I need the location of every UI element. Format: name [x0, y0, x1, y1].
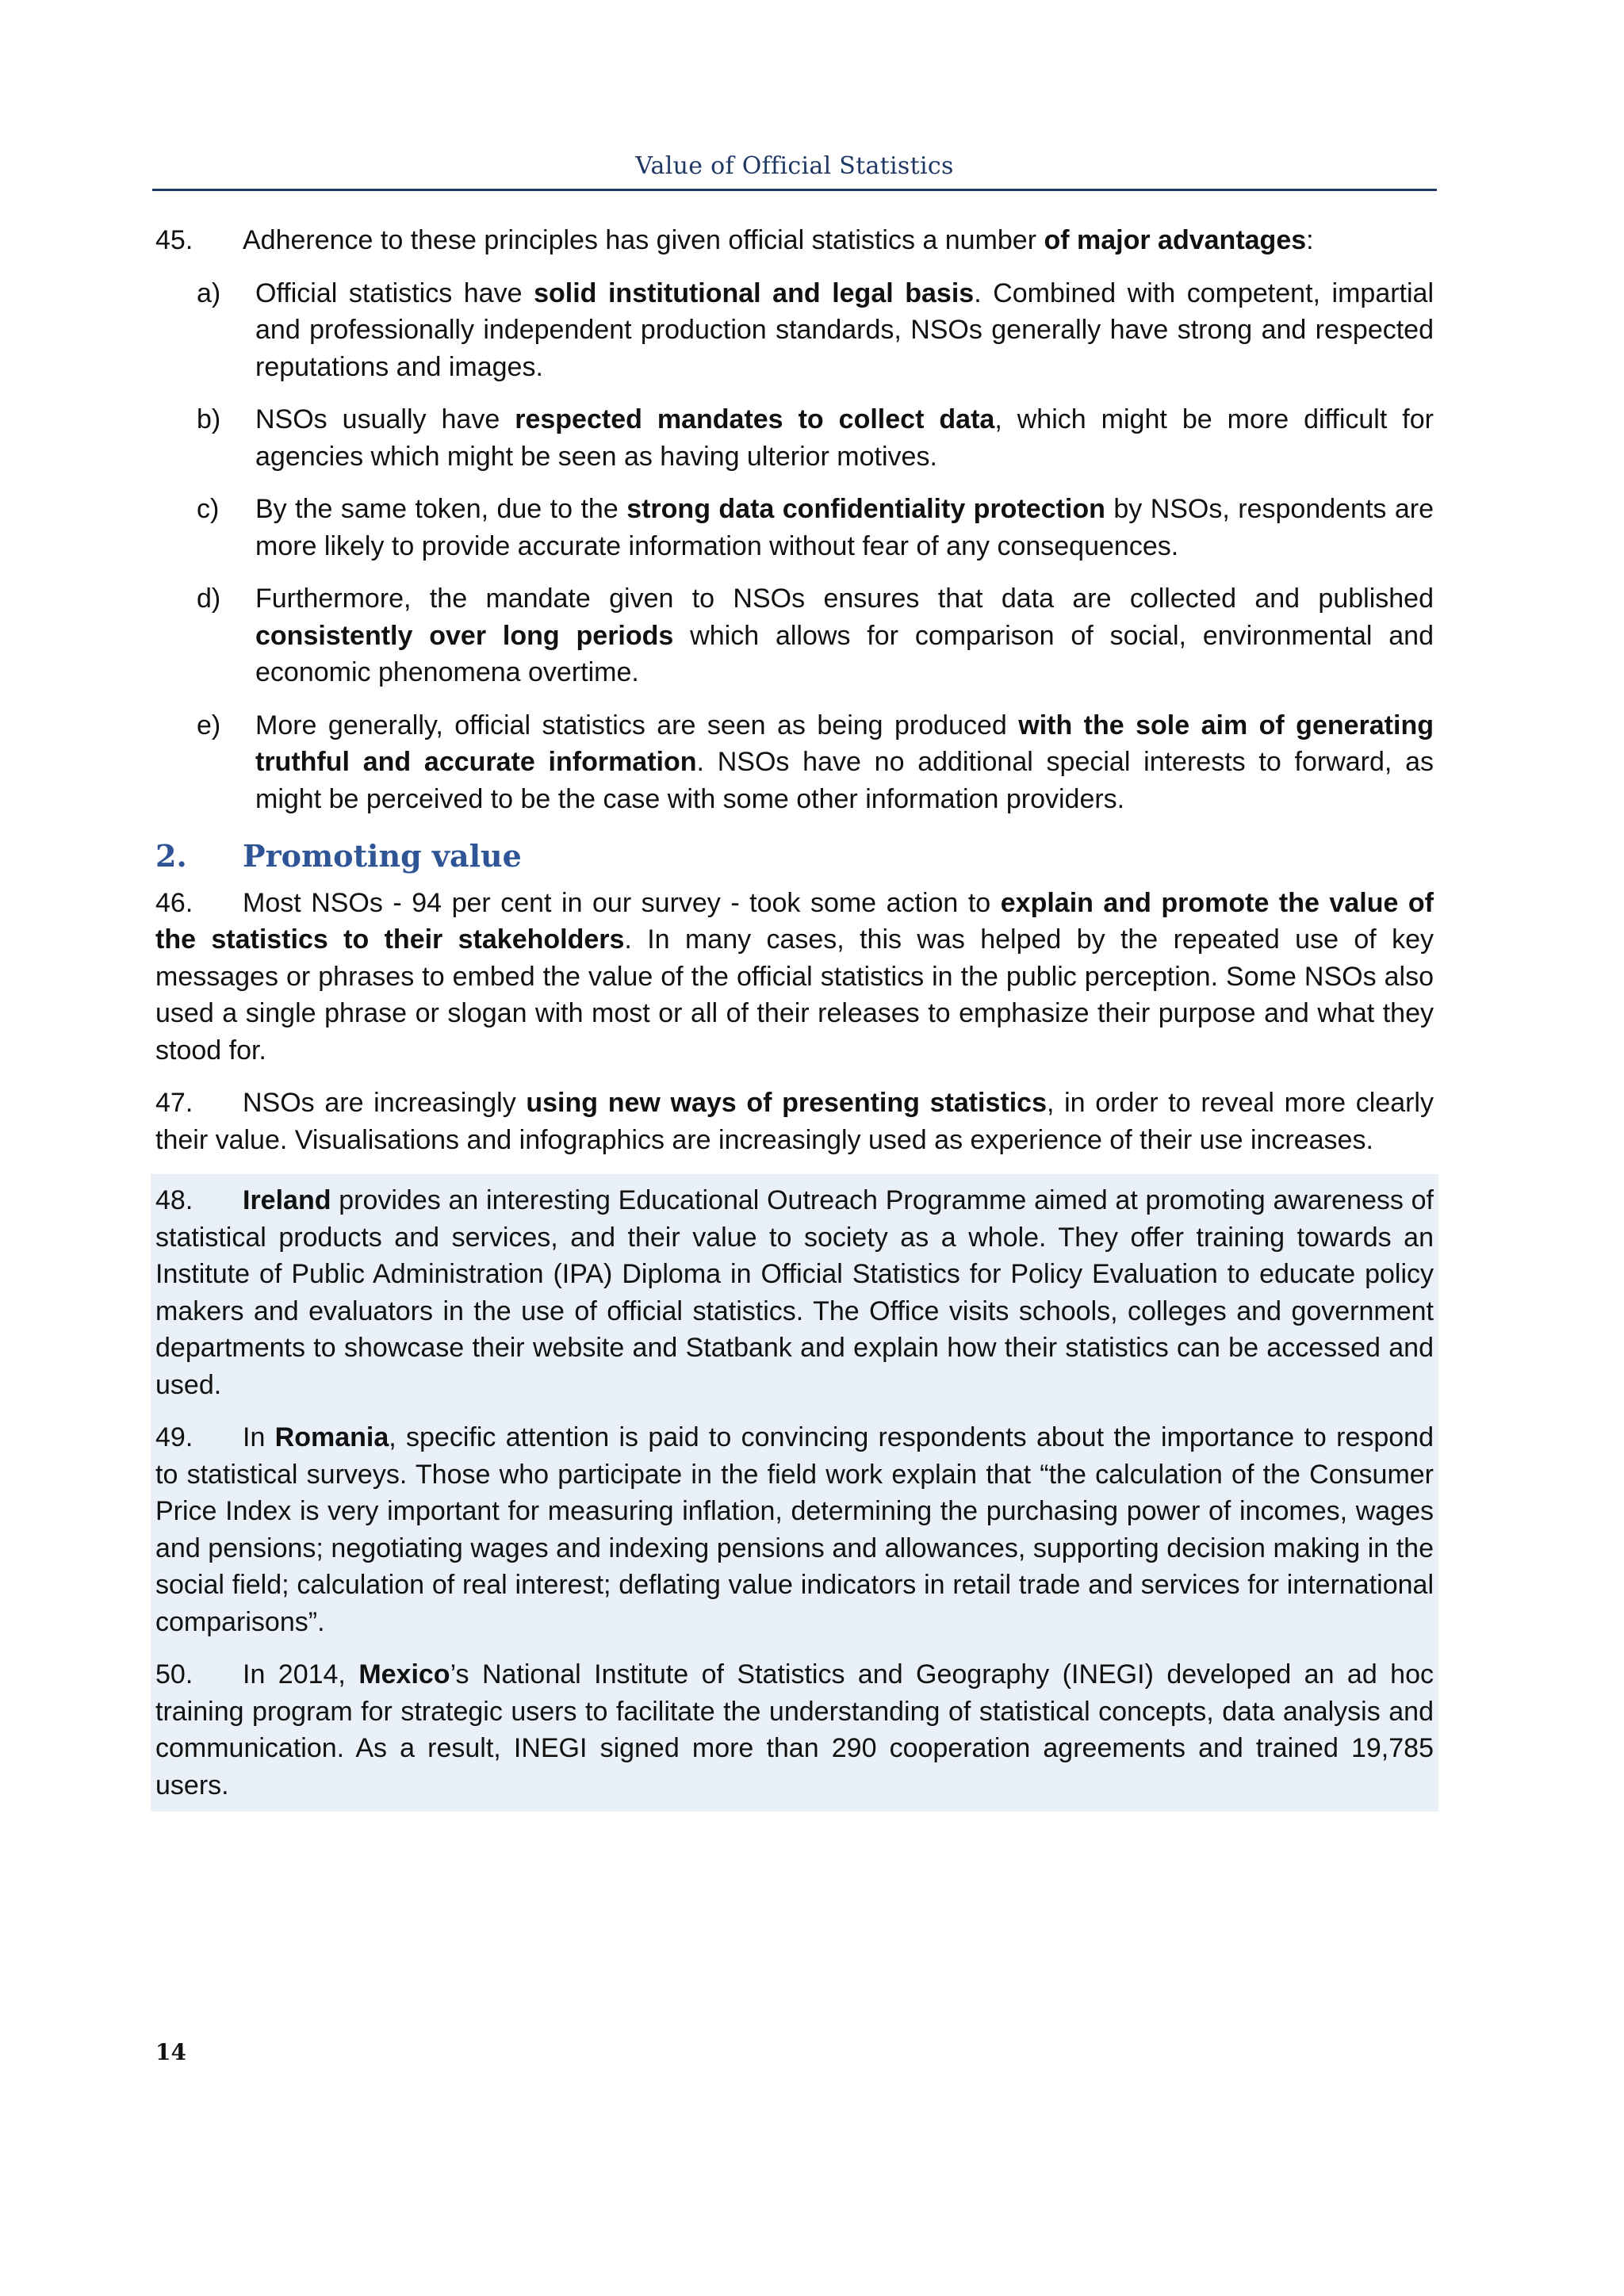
text-run: More generally, official statistics are seen as being produced: [255, 710, 1019, 740]
text-run: by NSOs, respondents are more likely to provide accurate information without fear of any consequences.: [255, 494, 1434, 561]
list-marker: b): [197, 404, 221, 434]
text-run: In: [243, 1422, 275, 1452]
paragraph-number: 49.: [155, 1422, 193, 1452]
text-run: . Combined with competent, impartial and professionally independent production standards, NSOs generally have strong and respected reputations and images.: [255, 277, 1434, 382]
bold-text: strong data confidentiality protection: [626, 494, 1105, 524]
list-marker: a): [197, 277, 221, 308]
body-content: [155, 222, 1434, 1812]
text-run: ’s National Institute of Statistics and Geography (INEGI) developed an ad hoc training program for strategic users to facilitate the understanding of statistical concepts, data analysis and communication. As a result, INEGI signed more than 290 cooperation agreements and trained 19,785 users.: [155, 1659, 1434, 1800]
text-run: NSOs are increasingly: [243, 1088, 527, 1118]
paragraph-number: 50.: [155, 1659, 193, 1689]
bold-text: Mexico: [358, 1659, 450, 1689]
bold-text: with the sole aim of generating truthful and accurate information: [255, 710, 1434, 777]
list-item-b: [155, 401, 1434, 475]
paragraph-number: 47.: [155, 1088, 193, 1118]
running-header: Value of Official Statistics: [635, 152, 954, 180]
bold-text: solid institutional and legal basis: [534, 277, 975, 308]
list-item-d: [155, 580, 1434, 691]
page-number: 14: [155, 2039, 186, 2065]
text-run: Most NSOs - 94 per cent in our survey - took some action to: [243, 887, 1001, 918]
text-run: . NSOs have no additional special interests to forward, as might be perceived to be the case with some other information providers.: [255, 747, 1434, 814]
text-run: Furthermore, the mandate given to NSOs ensures that data are collected and published: [255, 584, 1434, 614]
bold-text: of major advantages: [1044, 225, 1307, 255]
text-run: provides an interesting Educational Outreach Programme aimed at promoting awareness of statistical products and services, and their value to society as a whole. They offer training towards an Institute of Public Administration (IPA) Diploma in Official Statistics for Policy Evaluation to educate policy makers and evaluators in the use of official statistics. The Office visits schools, colleges and government departments to showcase their website and Statbank and explain how their statistics can be accessed and used.: [155, 1185, 1434, 1400]
bold-text: consistently over long periods: [255, 620, 674, 651]
bold-text: respected mandates to collect data: [515, 404, 995, 434]
paragraph-45: [155, 222, 1434, 259]
paragraph-46: [155, 885, 1434, 1070]
text-run: , in order to reveal more clearly their value. Visualisations and infographics are increasingly used as experience of their use increases.: [155, 1088, 1434, 1155]
list-item-c: [155, 491, 1434, 564]
bold-text: Romania: [274, 1422, 389, 1452]
paragraph-text: :: [1306, 225, 1314, 255]
list-marker: c): [197, 494, 220, 524]
list-item-e: [155, 707, 1434, 818]
paragraph-50: [155, 1656, 1434, 1808]
paragraph-49: [155, 1419, 1434, 1640]
list-item-text: [255, 275, 1434, 386]
paragraph-47: [155, 1085, 1434, 1158]
list-item-a: [155, 275, 1434, 386]
text-run: , which might be more difficult for agencies which might be seen as having ulterior motives.: [255, 404, 1434, 472]
text-run: , specific attention is paid to convincing respondents about the importance to respond to statistical surveys. Those who participate in the field work explain that “the calculation of the Consumer Price Index is very important for measuring inflation, determining the purchasing power of incomes, wages and pensions; negotiating wages and indexing pensions and allowances, supporting decision making in the social field; calculation of real interest; deflating value indicators in retail trade and services for international comparisons”.: [155, 1422, 1434, 1637]
list-item-text: [255, 401, 1434, 475]
paragraph-number: 46.: [155, 887, 193, 918]
text-run: Official statistics have: [255, 277, 534, 308]
highlighted-examples-box: [151, 1174, 1438, 1812]
list-marker: d): [197, 584, 221, 614]
section-number: 2.: [155, 838, 187, 874]
list-item-text: [255, 707, 1434, 818]
text-run: NSOs usually have: [255, 404, 515, 434]
list-marker: e): [197, 710, 221, 740]
bold-text: explain and promote the value of the statistics to their stakeholders: [155, 887, 1434, 955]
header-rule: [152, 189, 1437, 191]
paragraph-number: 45.: [155, 225, 193, 255]
text-run: which allows for comparison of social, environmental and economic phenomena overtime.: [255, 620, 1434, 687]
list-item-text: [255, 491, 1434, 564]
paragraph-48: [155, 1182, 1434, 1403]
paragraph-text: Adherence to these principles has given official statistics a number: [243, 225, 1044, 255]
bold-text: using new ways of presenting statistics: [526, 1088, 1047, 1118]
bold-text: Ireland: [243, 1185, 331, 1215]
list-item-text: [255, 580, 1434, 691]
text-run: In 2014,: [243, 1659, 359, 1689]
text-run: . In many cases, this was helped by the repeated use of key messages or phrases to embed the value of the official statistics in the public perception. Some NSOs also used a single phrase or slogan with most or all of their releases to emphasize their purpose and what they stood for.: [155, 924, 1434, 1066]
text-run: By the same token, due to the: [255, 494, 627, 524]
section-heading: [155, 838, 1434, 875]
section-title: Promoting value: [243, 838, 522, 874]
paragraph-number: 48.: [155, 1185, 193, 1215]
